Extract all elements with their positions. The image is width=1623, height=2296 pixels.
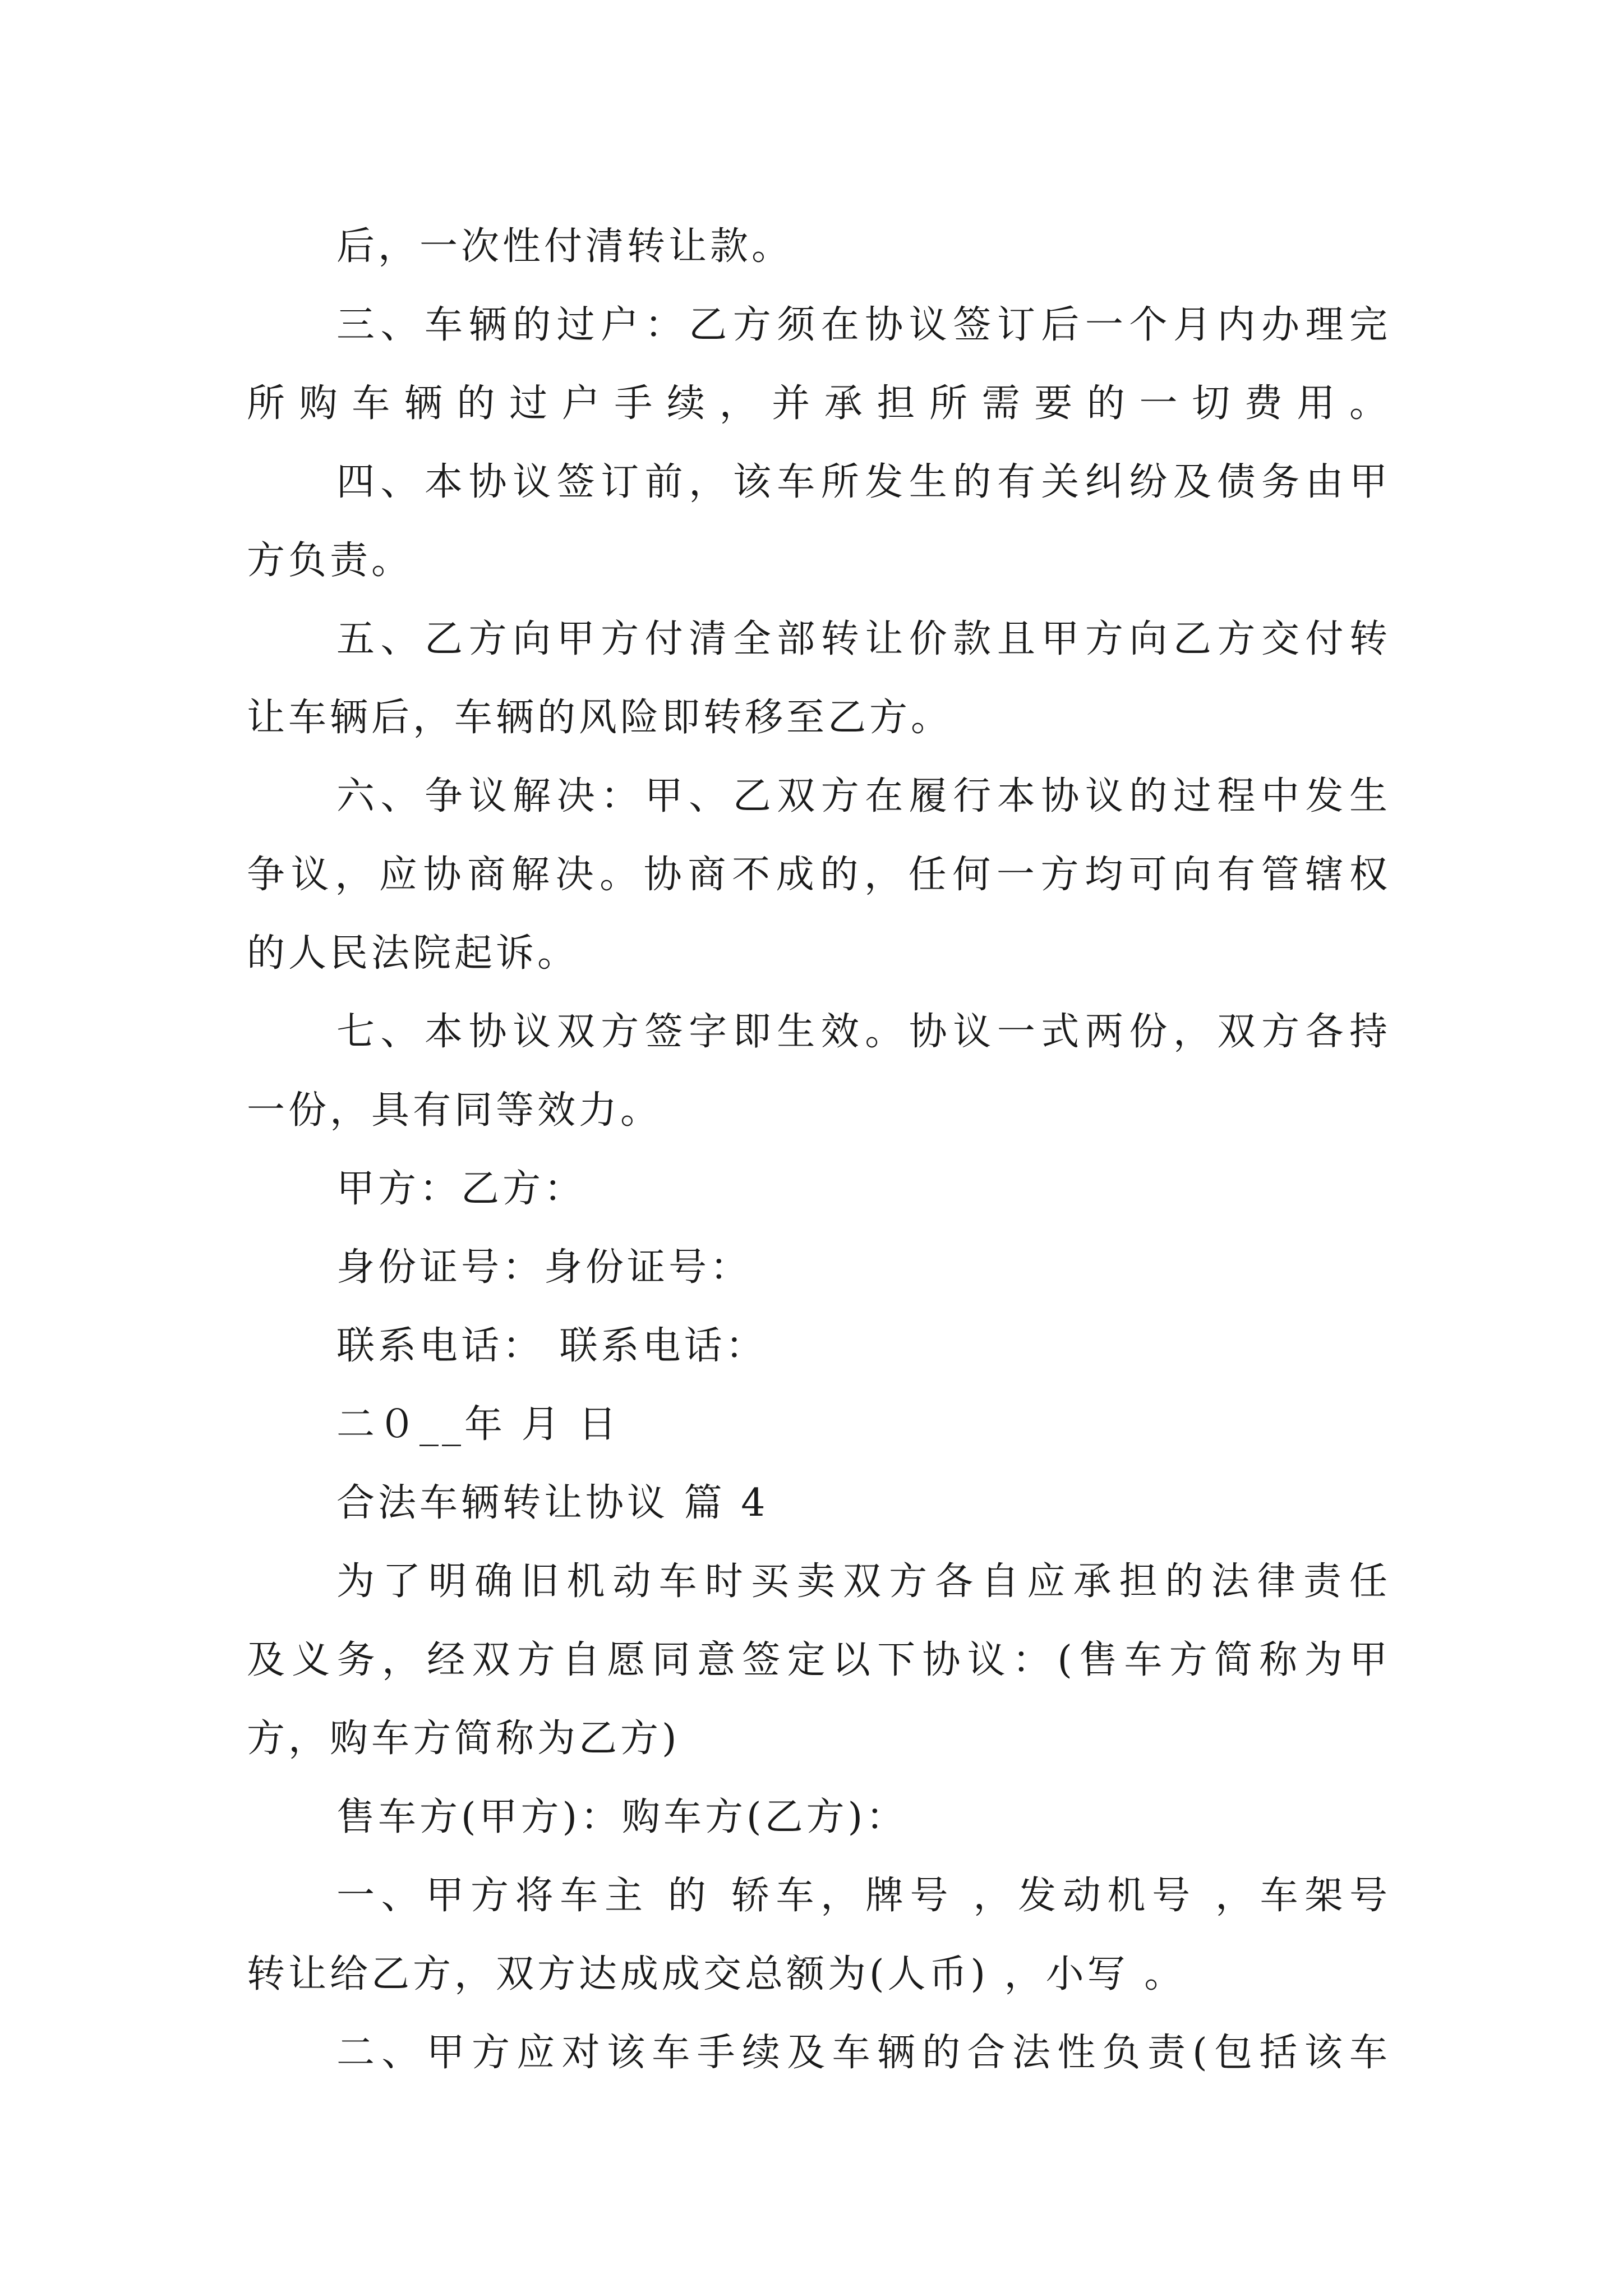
signature-party-line: 甲方：乙方：: [336, 1167, 586, 1211]
text-line: 为了明确旧机动车时买卖双方各自应承担的法律责任: [336, 1559, 1391, 1604]
text-line: 三、车辆的过户：乙方须在协议签订后一个月内办理完: [336, 303, 1391, 347]
phone-line: 联系电话： 联系电话：: [336, 1324, 767, 1368]
text-line: 一份，具有同等效力。: [247, 1088, 662, 1133]
text-line: 售车方(甲方)：购车方(乙方)：: [336, 1795, 908, 1839]
text-line: 七、本协议双方签字即生效。协议一式两份，双方各持: [336, 1010, 1391, 1054]
text-line: 的人民法院起诉。: [247, 931, 579, 976]
text-line: 方负责。: [247, 539, 413, 583]
text-line: 所购车辆的过户手续，并承担所需要的一切费用。: [247, 381, 1391, 426]
text-line: 及义务，经双方自愿同意签定以下协议：(售车方简称为甲: [247, 1638, 1391, 1682]
section-heading: 合法车辆转让协议 篇 4: [336, 1481, 769, 1525]
text-line: 争议，应协商解决。协商不成的，任何一方均可向有管辖权: [247, 853, 1391, 897]
text-line: 五、乙方向甲方付清全部转让价款且甲方向乙方交付转: [336, 617, 1391, 661]
text-line: 一、甲方将车主 的 轿车，牌号 ，发动机号 ，车架号: [336, 1874, 1391, 1918]
text-line: 转让给乙方，双方达成成交总额为(人币) ，小写 。: [247, 1952, 1186, 1996]
text-line: 二、甲方应对该车手续及车辆的合法性负责(包括该车: [336, 2031, 1391, 2075]
text-line: 六、争议解决：甲、乙双方在履行本协议的过程中发生: [336, 774, 1391, 818]
text-line: 四、本协议签订前，该车所发生的有关纠纷及债务由甲: [336, 460, 1391, 504]
id-number-line: 身份证号：身份证号：: [336, 1245, 752, 1290]
date-line: 二０__年 月 日: [336, 1402, 620, 1447]
text-line: 方，购车方简称为乙方): [247, 1717, 680, 1761]
text-line: 后，一次性付清转让款。: [336, 224, 794, 269]
text-line: 让车辆后，车辆的风险即转移至乙方。: [247, 696, 953, 740]
